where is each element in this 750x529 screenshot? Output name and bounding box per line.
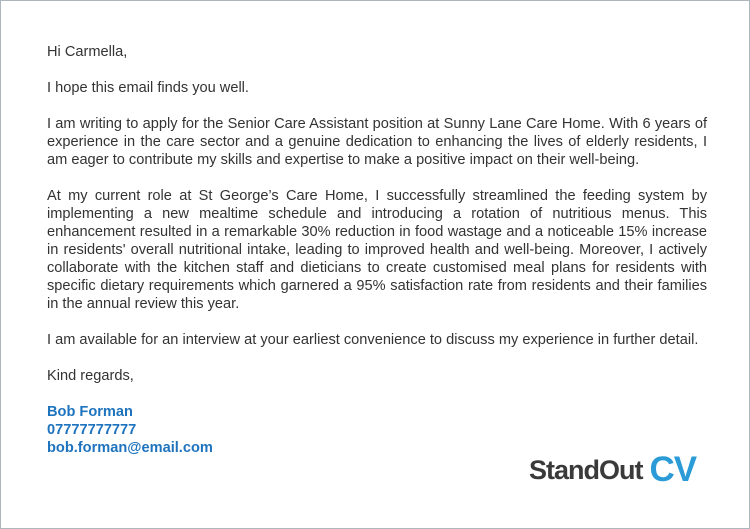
closing: Kind regards, [47, 368, 134, 384]
signature-name: Bob Forman [47, 404, 133, 420]
letter-body [47, 43, 707, 457]
greeting: Hi Carmella, [47, 44, 128, 60]
paragraph-availability: I am available for an interview at your earliest convenience to discuss my experience in further detail. [47, 332, 699, 348]
paragraph-opening: I hope this email finds you well. [47, 80, 249, 96]
logo-accent: CV [649, 450, 697, 489]
signature-phone: 07777777777 [47, 422, 137, 438]
logo-word: StandOut [529, 455, 643, 485]
paragraph-achievements: At my current role at St George’s Care Home, I successfully streamlined the feeding system by implementing a new mealtime schedule and introducing a rotation of nutritious menus. This enhancement resulted in a remarkable 30% reduction in food wastage and a noticeable 15% increase in residents' overall nutritional intake, leading to improved health and well-being. Moreover, I actively collaborate with the kitchen staff and dieticians to create customised meal plans for residents with specific dietary requirements which garnered a 95% satisfaction rate from residents and their families in the annual review this year. [47, 188, 707, 312]
standout-cv-logo [529, 452, 696, 488]
signature-email: bob.forman@email.com [47, 440, 213, 456]
signature-block [47, 403, 707, 457]
paragraph-introduction: I am writing to apply for the Senior Care Assistant position at Sunny Lane Care Home. With 6 years of experience in the care sector and a genuine dedication to enhancing the lives of elderly residents, I am eager to contribute my skills and expertise to make a positive impact on their well-being. [47, 116, 707, 168]
